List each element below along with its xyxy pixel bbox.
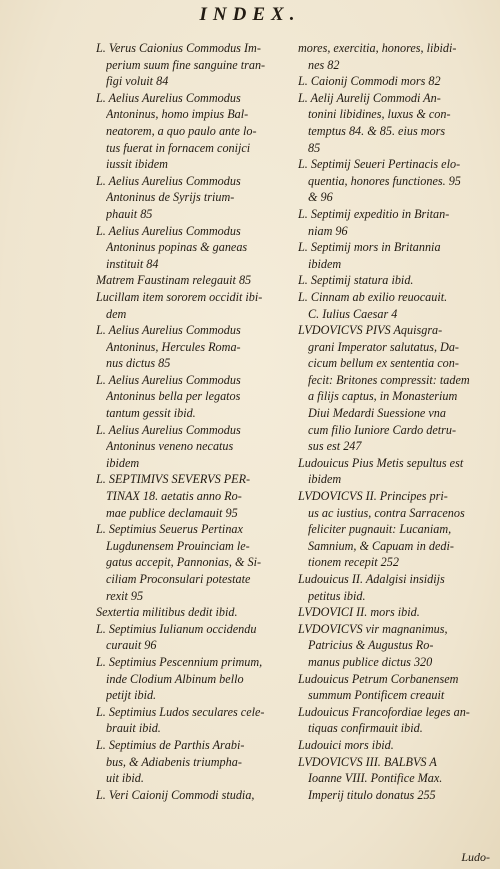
index-line: Diui Medardi Suessione vna	[308, 406, 446, 421]
index-line: ibidem	[106, 455, 140, 470]
index-column-right	[298, 40, 490, 803]
index-line: LVDOVICVS II. Principes pri-	[298, 489, 448, 504]
index-entry	[298, 73, 490, 90]
index-line: L. Verus Caionius Commodus Im-	[96, 41, 261, 55]
index-entry	[298, 488, 490, 571]
index-line: summum Pontificem creauit	[308, 688, 445, 703]
index-entry	[298, 206, 490, 239]
index-entry	[298, 754, 490, 804]
index-line: ibidem	[308, 256, 342, 271]
index-line: inde Clodium Albinum bello	[106, 671, 244, 686]
index-entry	[298, 704, 490, 737]
index-line: us ac iustius, contra Sarracenos	[308, 505, 465, 520]
index-entry	[96, 40, 294, 90]
index-line: LVDOVICVS vir magnanimus,	[298, 621, 448, 636]
index-line: tantum gessit ibid.	[106, 406, 196, 421]
index-line: curauit 96	[106, 638, 157, 653]
index-line: tus fuerat in fornacem conijci	[106, 140, 251, 155]
index-line: L. Veri Caionij Commodi studia,	[96, 787, 255, 802]
index-line: uit ibid.	[106, 771, 144, 786]
index-entry	[298, 90, 490, 156]
index-line: tonini libidines, luxus & con-	[308, 107, 451, 122]
index-line: Matrem Faustinam relegauit 85	[96, 273, 252, 288]
index-line: L. Cinnam ab exilio reuocauit.	[298, 289, 448, 304]
index-entry	[298, 322, 490, 455]
index-line: L. Septimij mors in Britannia	[298, 240, 441, 255]
index-line: L. Septimius Ludos seculares cele-	[96, 704, 265, 719]
index-line: Antoninus veneno necatus	[106, 439, 234, 454]
index-entry	[298, 272, 490, 289]
index-line: 85	[308, 140, 321, 155]
index-entry	[298, 604, 490, 621]
index-entry	[298, 455, 490, 488]
index-line: petijt ibid.	[106, 688, 157, 703]
index-entry	[298, 621, 490, 671]
index-entry	[298, 737, 490, 754]
index-entry	[96, 289, 294, 322]
catchword: Ludo-	[461, 850, 490, 864]
index-line: brauit ibid.	[106, 721, 161, 736]
index-entry	[96, 471, 294, 521]
index-line: LVDOVICVS PIVS Aquisgra-	[298, 323, 443, 338]
index-line: L. Septimius Iulianum occidendu	[96, 621, 257, 636]
index-column-left	[96, 40, 294, 803]
index-line: ibidem	[308, 472, 342, 487]
index-line: Ludouicus Francofordiae leges an-	[298, 704, 470, 719]
index-line: feliciter pugnauit: Lucaniam,	[308, 522, 452, 537]
index-line: petitus ibid.	[308, 588, 366, 603]
index-line: L. Aelius Aurelius Commodus	[96, 90, 241, 105]
index-line: neatorem, a quo paulo ante lo-	[106, 123, 257, 138]
index-line: L. SEPTIMIVS SEVERVS PER-	[96, 472, 251, 487]
index-line: grani Imperator salutatus, Da-	[308, 339, 459, 354]
index-line: L. Septimij statura ibid.	[298, 273, 414, 288]
index-entry	[96, 737, 294, 787]
index-line: Ludouicus Pius Metis sepultus est	[298, 455, 464, 470]
index-line: L. Caionij Commodi mors 82	[298, 74, 441, 89]
index-line: gatus accepit, Pannonias, & Si-	[106, 555, 262, 570]
index-line: L. Aelius Aurelius Commodus	[96, 173, 241, 188]
index-entry	[96, 787, 294, 804]
index-line: LVDOVICVS III. BALBVS A	[298, 754, 437, 769]
index-entry	[96, 372, 294, 422]
index-line: figi voluit 84	[106, 74, 169, 89]
index-line: bus, & Adiabenis triumpha-	[106, 754, 242, 769]
index-entry	[298, 571, 490, 604]
index-line: manus publice dictus 320	[308, 654, 433, 669]
index-line: L. Septimij Seueri Pertinacis elo-	[298, 157, 461, 172]
index-entry	[298, 239, 490, 272]
index-line: L. Aelius Aurelius Commodus	[96, 223, 241, 238]
index-entry	[96, 621, 294, 654]
index-line: L. Aelius Aurelius Commodus	[96, 422, 241, 437]
index-line: & 96	[308, 190, 333, 205]
index-line: temptus 84. & 85. eius mors	[308, 123, 446, 138]
index-line: L. Septimij expeditio in Britan-	[298, 206, 450, 221]
index-line: C. Iulius Caesar 4	[308, 306, 398, 321]
index-line: niam 96	[308, 223, 348, 238]
index-entry	[96, 272, 294, 289]
index-line: rexit 95	[106, 588, 144, 603]
index-line: Antoninus, Hercules Roma-	[106, 339, 241, 354]
index-line: tiquas confirmauit ibid.	[308, 721, 423, 736]
index-entry	[96, 654, 294, 704]
index-entry	[96, 704, 294, 737]
index-line: quentia, honores functiones. 95	[308, 173, 461, 188]
index-line: Patricius & Augustus Ro-	[308, 638, 434, 653]
index-line: LVDOVICI II. mors ibid.	[298, 605, 420, 620]
index-line: nes 82	[308, 57, 340, 72]
index-line: instituit 84	[106, 256, 159, 271]
index-line: Antoninus, homo impius Bal-	[106, 107, 249, 122]
index-entry	[298, 671, 490, 704]
page-header: INDEX.	[199, 4, 301, 25]
index-line: L. Aelius Aurelius Commodus	[96, 372, 241, 387]
index-line: Lugdunensem Prouinciam le-	[106, 538, 250, 553]
index-line: L. Aelius Aurelius Commodus	[96, 323, 241, 338]
index-line: mae publice declamauit 95	[106, 505, 238, 520]
index-line: Sextertia militibus dedit ibid.	[96, 605, 238, 620]
index-entry	[96, 422, 294, 472]
index-entry	[96, 90, 294, 173]
index-line: Antoninus de Syrijs trium-	[106, 190, 235, 205]
index-line: cum filio Iuniore Cardo detru-	[308, 422, 457, 437]
index-line: a filijs captus, in Monasterium	[308, 389, 458, 404]
index-line: Ludouicus Petrum Corbanensem	[298, 671, 459, 686]
index-line: L. Aelij Aurelij Commodi An-	[298, 90, 441, 105]
index-entry	[96, 223, 294, 273]
index-line: nus dictus 85	[106, 356, 171, 371]
index-entry	[96, 521, 294, 604]
index-line: perium suum fine sanguine tran-	[106, 57, 266, 72]
index-line: Ludouicus II. Adalgisi insidijs	[298, 572, 445, 586]
index-entry	[298, 289, 490, 322]
index-entry	[298, 156, 490, 206]
index-line: Imperij titulo donatus 255	[308, 787, 436, 802]
index-line: Ludouici mors ibid.	[298, 737, 394, 752]
index-line: fecit: Britones compressit: tadem	[308, 372, 470, 387]
index-line: dem	[106, 306, 127, 321]
index-line: TINAX 18. aetatis anno Ro-	[106, 489, 242, 504]
index-line: Antoninus bella per legatos	[106, 389, 241, 404]
index-entry	[96, 322, 294, 372]
index-line: Samnium, & Capuam in dedi-	[308, 538, 454, 553]
index-line: sus est 247	[308, 439, 362, 454]
index-line: ciliam Proconsulari potestate	[106, 572, 251, 586]
index-line: Ioanne VIII. Pontifice Max.	[308, 771, 443, 786]
index-line: cicum bellum ex sententia con-	[308, 356, 459, 371]
index-line: iussit ibidem	[106, 157, 168, 172]
index-line: Lucillam item sororem occidit ibi-	[96, 289, 263, 304]
index-entry	[96, 173, 294, 223]
index-line: L. Septimius de Parthis Arabi-	[96, 737, 245, 752]
index-entry	[96, 604, 294, 621]
index-line: L. Septimius Seuerus Pertinax	[96, 522, 243, 537]
index-line: phauit 85	[106, 206, 153, 221]
index-entry	[298, 40, 490, 73]
index-line: Antoninus popinas & ganeas	[106, 240, 248, 255]
index-line: L. Septimius Pescennium primum,	[96, 654, 263, 669]
index-line: mores, exercitia, honores, libidi-	[298, 41, 457, 55]
index-line: tionem recepit 252	[308, 555, 399, 570]
